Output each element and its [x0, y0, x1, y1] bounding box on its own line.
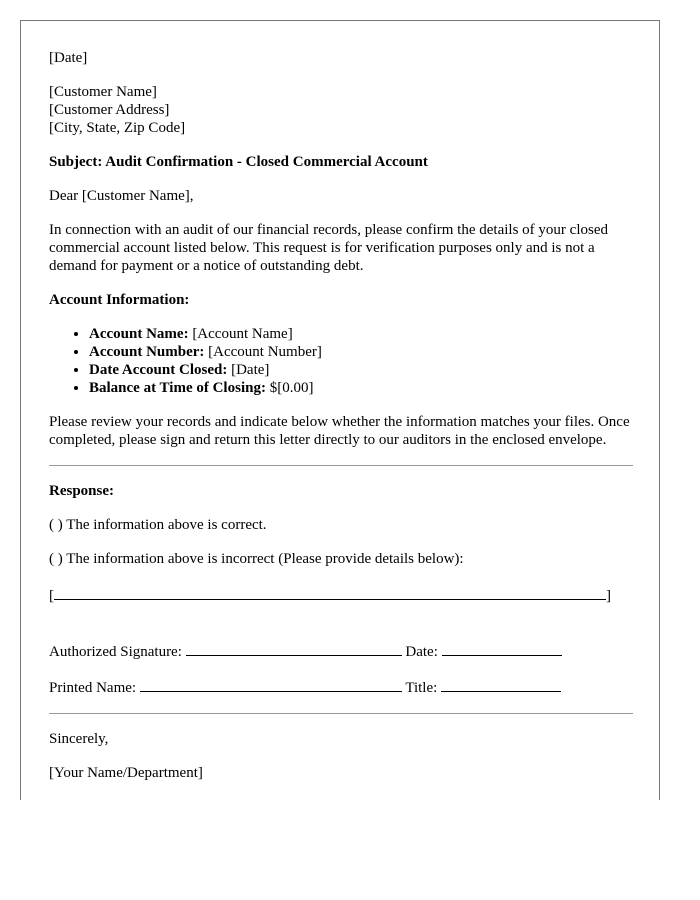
- letter-page: [20, 20, 660, 800]
- recipient-name: [Customer Name]: [49, 84, 157, 100]
- signature-label: Authorized Signature:: [49, 644, 182, 660]
- printed-name-label: Printed Name:: [49, 680, 137, 696]
- account-heading-text: Account Information:: [49, 292, 190, 308]
- title-label: Title:: [405, 680, 438, 696]
- balance-value: $[0.00]: [269, 380, 314, 396]
- account-name-label: Account Name:: [89, 326, 189, 342]
- response-heading: [49, 482, 633, 500]
- balance-item: [89, 379, 633, 397]
- option-incorrect[interactable]: ( ) The information above is incorrect (Please provide details below):: [49, 551, 464, 567]
- review-paragraph: Please review your records and indicate below whether the information matches your files. Once completed, please sign and return this letter directly to our auditors in the enclosed envelope.: [49, 414, 630, 448]
- closing-divider: [49, 713, 633, 714]
- recipient-address: [49, 83, 633, 137]
- details-field[interactable]: [49, 584, 633, 605]
- signature-date-line[interactable]: [442, 641, 562, 656]
- account-number-item: [89, 343, 633, 361]
- account-name-item: [89, 325, 633, 343]
- spacer: [49, 621, 633, 641]
- sender-name: [Your Name/Department]: [49, 765, 203, 781]
- signature-date-label: Date:: [405, 644, 438, 660]
- account-number-label: Account Number:: [89, 344, 205, 360]
- date-closed-value: [Date]: [231, 362, 270, 378]
- recipient-city: [City, State, Zip Code]: [49, 120, 186, 136]
- date-closed-label: Date Account Closed:: [89, 362, 228, 378]
- letter-date: [Date]: [49, 50, 88, 66]
- signature-row: [49, 641, 633, 661]
- recipient-street: [Customer Address]: [49, 102, 170, 118]
- details-bracket-open: [: [49, 588, 54, 604]
- response-heading-text: Response:: [49, 483, 115, 499]
- details-bracket-close: ]: [606, 588, 611, 604]
- intro-paragraph: In connection with an audit of our financial records, please confirm the details of your closed commercial account listed below. This request is for verification purposes only and is not a demand for payment or a notice of outstanding debt.: [49, 222, 608, 274]
- letter-body: [49, 49, 633, 798]
- printed-name-line[interactable]: [140, 677, 402, 692]
- account-info-list: [49, 325, 633, 397]
- option-correct[interactable]: ( ) The information above is correct.: [49, 517, 267, 533]
- details-blank-line[interactable]: [54, 584, 606, 600]
- signature-line[interactable]: [186, 641, 402, 656]
- date-closed-item: [89, 361, 633, 379]
- title-line[interactable]: [441, 677, 561, 692]
- balance-label: Balance at Time of Closing:: [89, 380, 266, 396]
- salutation: Dear [Customer Name],: [49, 188, 194, 204]
- subject-line: [49, 153, 633, 171]
- account-heading: [49, 291, 633, 309]
- account-name-value: [Account Name]: [192, 326, 293, 342]
- section-divider: [49, 465, 633, 466]
- closing: Sincerely,: [49, 731, 109, 747]
- printed-name-row: [49, 677, 633, 697]
- account-number-value: [Account Number]: [208, 344, 322, 360]
- subject-text: Subject: Audit Confirmation - Closed Commercial Account: [49, 154, 428, 170]
